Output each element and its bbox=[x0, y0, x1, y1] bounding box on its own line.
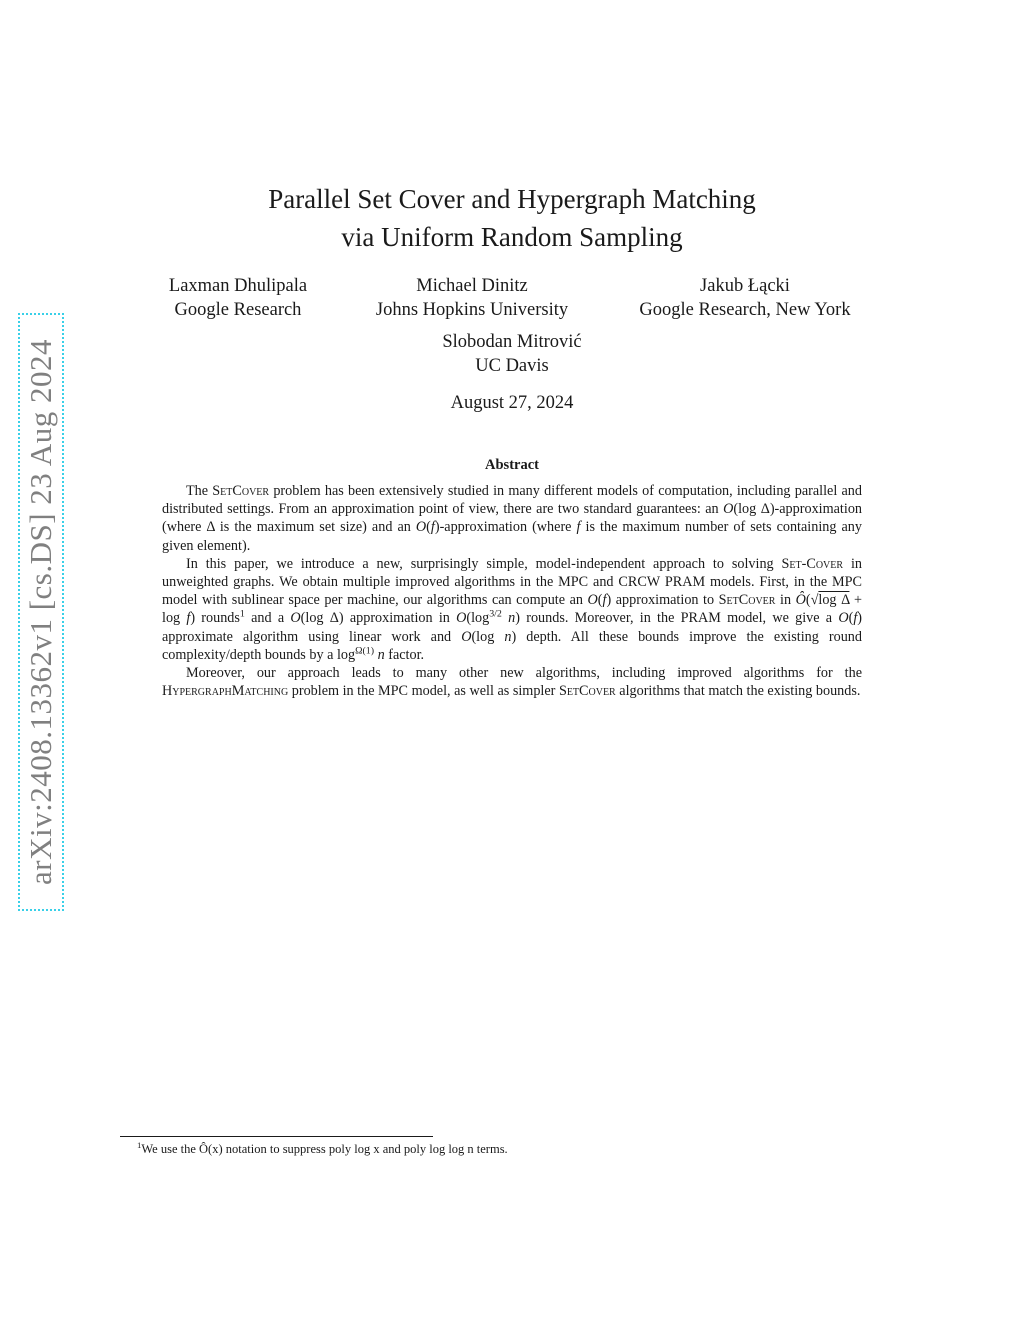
title-line-2: via Uniform Random Sampling bbox=[341, 222, 683, 252]
abstract-paragraph-3: Moreover, our approach leads to many other new algorithms, including improved algorithms for the HypergraphMatching problem in the MPC model, as well as simpler SetCover algorithms that match the existing bounds. bbox=[162, 665, 862, 700]
footnote-text: We use the Ô(x) notation to suppress poly log x and poly log log n terms. bbox=[141, 1142, 508, 1156]
footnote-rule bbox=[120, 1136, 433, 1137]
abstract-body bbox=[162, 482, 862, 700]
author-name: Laxman Dhulipala bbox=[168, 276, 308, 296]
author-block-2 bbox=[376, 274, 568, 322]
author-block-4 bbox=[442, 330, 581, 378]
footnote bbox=[137, 1139, 508, 1157]
author-name: Slobodan Mitrović bbox=[442, 332, 582, 352]
author-name: Jakub Łącki bbox=[700, 276, 790, 296]
abstract-heading: Abstract bbox=[485, 457, 539, 473]
author-block-1 bbox=[169, 274, 307, 322]
author-affiliation: Google Research, New York bbox=[639, 300, 851, 320]
author-affiliation: Google Research bbox=[174, 300, 302, 320]
abstract-paragraph-2: In this paper, we introduce a new, surprisingly simple, model-independent approach to solving Set-Cover in unweighted graphs. We obtain multiple improved algorithms in the MPC and CRCW PRAM models. First, in the MPC model with sublinear space per machine, our algorithms can compute an O(f) approximation to SetCover in Ô(√log Δ + log f) rounds$^1$ and a O(log Δ) approximation in $O(\log^{3/2}$ n) rounds. Moreover, in the PRAM model, we give a O(f) approximate algorithm using linear work and O(log n) depth. All these bounds improve the existing round complexity/depth bounds by a $\log^{\Omega(1)} n$ factor. bbox=[162, 555, 862, 663]
abstract-paragraph-1: The SetCover problem has been extensively studied in many different models of computation, including parallel and distributed settings. From an approximation point of view, there are two standard guarantees: an O(log Δ)-approximation (where Δ is the maximum set size) and an O(f)-approximation (where f is the maximum number of sets containing any given element). bbox=[162, 483, 863, 554]
author-block-3 bbox=[639, 274, 850, 322]
author-affiliation: Johns Hopkins University bbox=[375, 300, 569, 320]
author-name: Michael Dinitz bbox=[416, 276, 528, 296]
author-affiliation: UC Davis bbox=[475, 356, 549, 376]
footnote-mark: 1 bbox=[137, 1139, 142, 1150]
paper-title bbox=[0, 180, 1024, 256]
title-line-1: Parallel Set Cover and Hypergraph Matching bbox=[268, 184, 756, 214]
arxiv-identifier-text: arXiv:2408.13362v1 [cs.DS] 23 Aug 2024 bbox=[23, 339, 58, 885]
publication-date: August 27, 2024 bbox=[450, 393, 574, 413]
